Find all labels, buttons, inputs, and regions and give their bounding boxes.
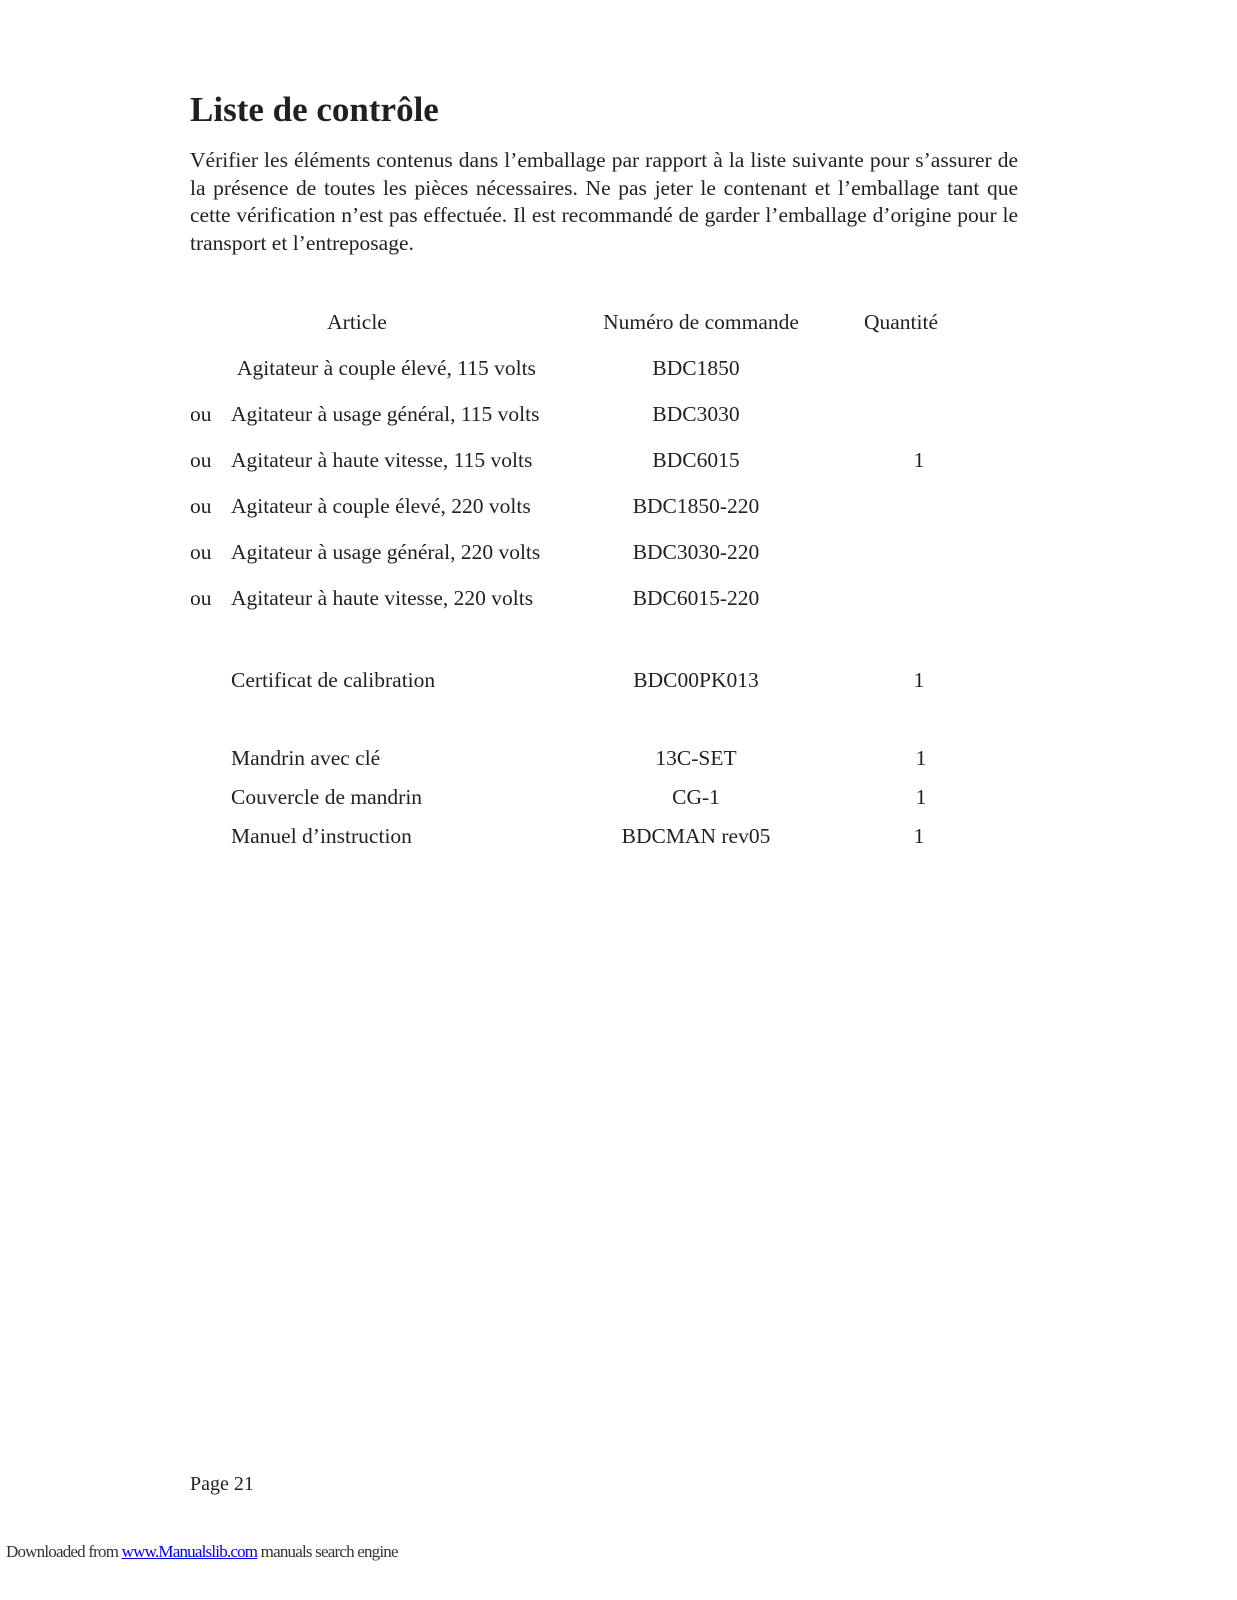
agitator-article: Agitateur à usage général, 220 volts	[231, 540, 541, 564]
page-number: Page 21	[190, 1473, 254, 1495]
certificate-article: Certificat de calibration	[231, 668, 436, 692]
accessory-quantity: 1	[915, 746, 927, 770]
agitator-order-number: BDC1850	[652, 356, 740, 380]
footer-prefix: Downloaded from	[6, 1542, 122, 1561]
accessory-order-number: BDCMAN rev05	[621, 824, 771, 848]
or-prefix: ou	[190, 540, 212, 564]
manualslib-link[interactable]: www.Manualslib.com	[121, 1542, 258, 1561]
accessory-order-number: CG-1	[672, 785, 720, 809]
header-order-number: Numéro de commande	[603, 310, 799, 334]
accessory-article: Manuel d’instruction	[231, 824, 412, 848]
agitator-article: Agitateur à haute vitesse, 115 volts	[231, 448, 533, 472]
accessory-article: Couvercle de mandrin	[231, 785, 423, 809]
agitator-article: Agitateur à haute vitesse, 220 volts	[231, 586, 534, 610]
certificate-quantity: 1	[913, 668, 925, 692]
accessory-quantity: 1	[915, 785, 927, 809]
footer-suffix: manuals search engine	[257, 1542, 398, 1561]
or-prefix: ou	[190, 586, 212, 610]
agitator-order-number: BDC3030-220	[632, 540, 760, 564]
agitator-order-number: BDC1850-220	[632, 494, 760, 518]
intro-paragraph: Vérifier les éléments contenus dans l’emballage par rapport à la liste suivante pour s’assurer de la présence de toutes les pièces nécessaires. Ne pas jeter le contenant et l’emballage tant que cette vérification n’est pas effectuée. Il est recommandé de garder l’emballage d’origine pour le transport et l’entreposage.	[190, 148, 1018, 255]
or-prefix: ou	[190, 402, 212, 426]
agitator-quantity: 1	[913, 448, 925, 472]
certificate-order-number: BDC00PK013	[633, 668, 759, 692]
or-prefix: ou	[190, 448, 212, 472]
header-article: Article	[327, 310, 387, 334]
agitator-order-number: BDC3030	[652, 402, 740, 426]
accessory-article: Mandrin avec clé	[231, 746, 381, 770]
agitator-order-number: BDC6015	[652, 448, 740, 472]
agitator-article: Agitateur à usage général, 115 volts	[231, 402, 540, 426]
or-prefix: ou	[190, 494, 212, 518]
download-footer	[6, 1540, 398, 1564]
accessory-quantity: 1	[913, 824, 925, 848]
accessory-order-number: 13C-SET	[655, 746, 737, 770]
header-quantity: Quantité	[863, 310, 939, 334]
agitator-article: Agitateur à couple élevé, 220 volts	[231, 494, 531, 518]
agitator-order-number: BDC6015-220	[632, 586, 760, 610]
agitator-article: Agitateur à couple élevé, 115 volts	[237, 356, 536, 380]
page-title: Liste de contrôle	[190, 90, 439, 129]
